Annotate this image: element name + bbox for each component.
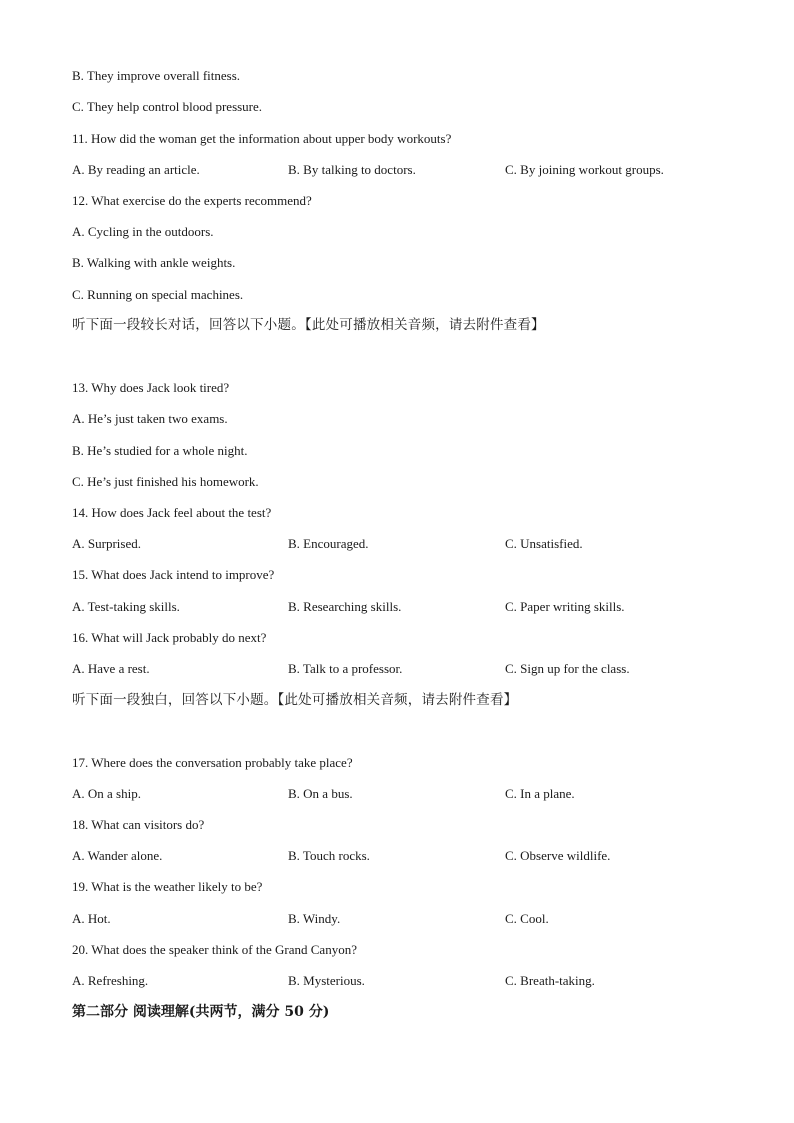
q15-option-c: C. Paper writing skills.	[505, 599, 625, 614]
q14-option-c: C. Unsatisfied.	[505, 536, 583, 551]
q10-option-c: C. They help control blood pressure.	[72, 99, 263, 114]
q18-question: 18. What can visitors do?	[72, 817, 205, 832]
q13-option-a: A. He’s just taken two exams.	[72, 411, 228, 426]
q14-question: 14. How does Jack feel about the test?	[72, 505, 272, 520]
q16-option-c: C. Sign up for the class.	[505, 661, 630, 676]
q20-question: 20. What does the speaker think of the Grand Canyon?	[72, 942, 357, 957]
q12-option-a: A. Cycling in the outdoors.	[72, 224, 214, 239]
q18-option-b: B. Touch rocks.	[288, 848, 370, 863]
q20-option-c: C. Breath-taking.	[505, 973, 595, 988]
q20-option-a: A. Refreshing.	[72, 973, 149, 988]
q19-option-a: A. Hot.	[72, 911, 111, 926]
q13-question: 13. Why does Jack look tired?	[72, 380, 230, 395]
section-heading: 第二部分 阅读理解(共两节，满分 50 分)	[72, 1004, 330, 1020]
q16-option-b: B. Talk to a professor.	[288, 661, 403, 676]
q12-question: 12. What exercise do the experts recommend?	[72, 193, 312, 208]
q17-option-a: A. On a ship.	[72, 786, 141, 801]
q19-question: 19. What is the weather likely to be?	[72, 879, 263, 894]
q15-option-a: A. Test-taking skills.	[72, 599, 180, 614]
listening-instruction-1: 听下面一段较长对话，回答以下小题。【此处可播放相关音频，请去附件查看】	[72, 317, 545, 333]
q11-option-a: A. By reading an article.	[72, 162, 200, 177]
q15-question: 15. What does Jack intend to improve?	[72, 567, 275, 582]
q18-option-c: C. Observe wildlife.	[505, 848, 611, 863]
listening-instruction-2: 听下面一段独白，回答以下小题。【此处可播放相关音频，请去附件查看】	[72, 692, 518, 708]
q14-option-b: B. Encouraged.	[288, 536, 369, 551]
q19-option-b: B. Windy.	[288, 911, 341, 926]
q16-question: 16. What will Jack probably do next?	[72, 630, 267, 645]
q17-option-b: B. On a bus.	[288, 786, 353, 801]
q20-option-b: B. Mysterious.	[288, 973, 365, 988]
q14-option-a: A. Surprised.	[72, 536, 141, 551]
q19-option-c: C. Cool.	[505, 911, 549, 926]
q17-question: 17. Where does the conversation probably take place?	[72, 755, 353, 770]
q15-option-b: B. Researching skills.	[288, 599, 402, 614]
q17-option-c: C. In a plane.	[505, 786, 575, 801]
q12-option-c: C. Running on special machines.	[72, 287, 244, 302]
q16-option-a: A. Have a rest.	[72, 661, 150, 676]
q11-option-c: C. By joining workout groups.	[505, 162, 664, 177]
q12-option-b: B. Walking with ankle weights.	[72, 255, 236, 270]
q13-option-c: C. He’s just finished his homework.	[72, 474, 259, 489]
q11-option-b: B. By talking to doctors.	[288, 162, 416, 177]
q18-option-a: A. Wander alone.	[72, 848, 163, 863]
q10-option-b: B. They improve overall fitness.	[72, 68, 241, 83]
q11-question: 11. How did the woman get the information about upper body workouts?	[72, 131, 452, 146]
q13-option-b: B. He’s studied for a whole night.	[72, 443, 248, 458]
